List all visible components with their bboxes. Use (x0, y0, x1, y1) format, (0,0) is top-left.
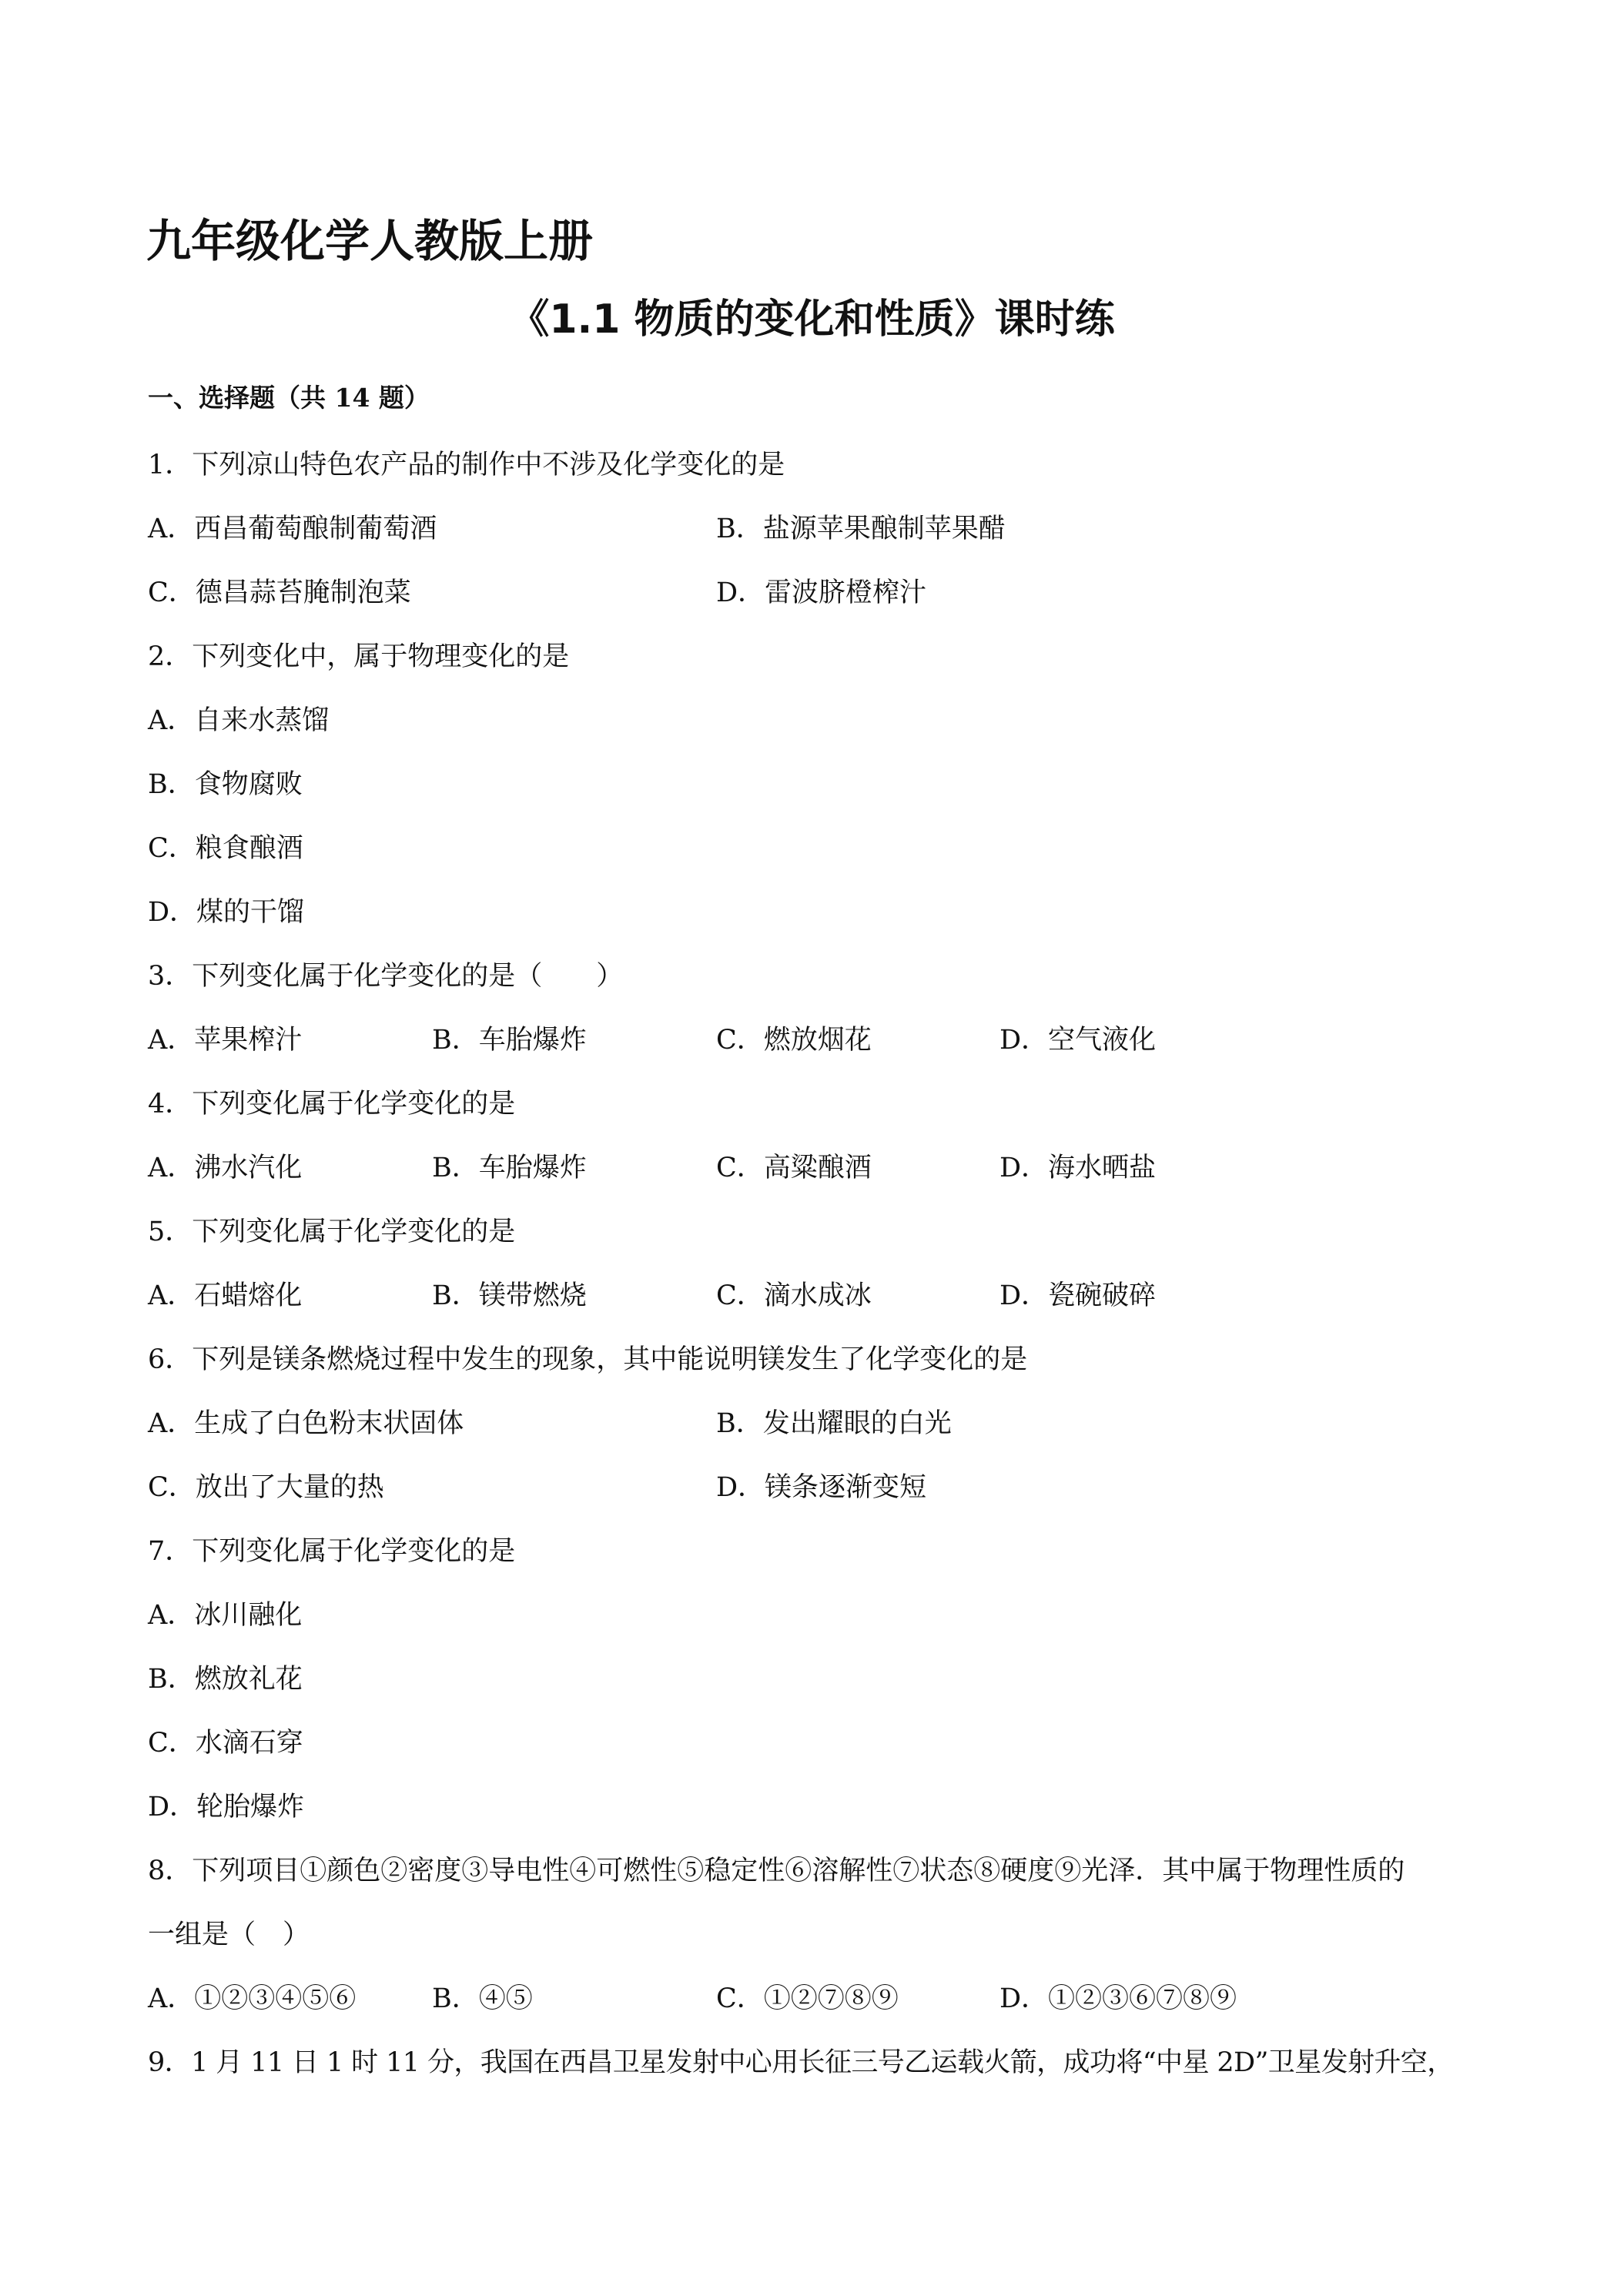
q5-option-c: C．滴水成冰 (716, 1280, 872, 1311)
q8-option-c: C．①②⑦⑧⑨ (716, 1983, 899, 2014)
question-5-stem: 5．下列变化属于化学变化的是 (148, 1217, 516, 1247)
q4-option-c: C．高粱酿酒 (716, 1153, 872, 1183)
q3-option-b: B．车胎爆炸 (432, 1025, 587, 1056)
q7-option-c: C．水滴石穿 (148, 1728, 303, 1759)
q5-option-a: A．石蜡熔化 (148, 1280, 303, 1311)
question-3-stem: 3．下列变化属于化学变化的是（ ） (148, 961, 624, 992)
document-subtitle: 《1.1 物质的变化和性质》课时练 (509, 296, 1115, 343)
document-title: 九年级化学人教版上册 (146, 215, 594, 267)
q4-option-a: A．沸水汽化 (148, 1153, 303, 1183)
q6-option-a: A．生成了白色粉末状固体 (148, 1408, 464, 1439)
q8-option-d: D．①②③⑥⑦⑧⑨ (1000, 1983, 1237, 2014)
question-8-stem-continued: 一组是（ ） (148, 1919, 310, 1950)
question-7-stem: 7．下列变化属于化学变化的是 (148, 1536, 516, 1567)
q7-option-b: B．燃放礼花 (148, 1664, 303, 1695)
q1-option-d: D．雷波脐橙榨汁 (716, 577, 927, 608)
q6-option-b: B．发出耀眼的白光 (716, 1408, 952, 1439)
q8-option-a: A．①②③④⑤⑥ (148, 1983, 357, 2014)
q3-option-c: C．燃放烟花 (716, 1025, 872, 1056)
q6-option-d: D．镁条逐渐变短 (716, 1472, 927, 1503)
q3-option-a: A．苹果榨汁 (148, 1025, 303, 1056)
q2-option-d: D．煤的干馏 (148, 897, 305, 928)
q1-option-a: A．西昌葡萄酿制葡萄酒 (148, 514, 437, 544)
q3-option-d: D．空气液化 (1000, 1025, 1157, 1056)
q8-option-b: B．④⑤ (432, 1983, 533, 2014)
q6-option-c: C．放出了大量的热 (148, 1472, 384, 1503)
q1-option-c: C．德昌蒜苔腌制泡菜 (148, 577, 411, 608)
question-6-stem: 6．下列是镁条燃烧过程中发生的现象，其中能说明镁发生了化学变化的是 (148, 1344, 1028, 1375)
q2-option-b: B．食物腐败 (148, 769, 303, 800)
section-heading: 一、选择题（共 14 题） (148, 383, 430, 413)
question-2-stem: 2．下列变化中，属于物理变化的是 (148, 641, 570, 672)
q2-option-c: C．粮食酿酒 (148, 833, 303, 864)
q7-option-a: A．冰川融化 (148, 1600, 303, 1631)
q1-option-b: B．盐源苹果酿制苹果醋 (716, 514, 1006, 544)
question-9-stem: 9．1 月 11 日 1 时 11 分，我国在西昌卫星发射中心用长征三号乙运载火箭，成功将“中星 2D”卫星发射升空， (148, 2047, 1454, 2078)
q5-option-d: D．瓷碗破碎 (1000, 1280, 1157, 1311)
q4-option-d: D．海水晒盐 (1000, 1153, 1157, 1183)
question-4-stem: 4．下列变化属于化学变化的是 (148, 1089, 516, 1120)
q7-option-d: D．轮胎爆炸 (148, 1792, 305, 1822)
question-8-stem: 8．下列项目①颜色②密度③导电性④可燃性⑤稳定性⑥溶解性⑦状态⑧硬度⑨光泽．其中属于物理性质的 (148, 1856, 1405, 1886)
question-1-stem: 1．下列凉山特色农产品的制作中不涉及化学变化的是 (148, 450, 785, 480)
q2-option-a: A．自来水蒸馏 (148, 705, 330, 736)
q5-option-b: B．镁带燃烧 (432, 1280, 587, 1311)
q4-option-b: B．车胎爆炸 (432, 1153, 587, 1183)
